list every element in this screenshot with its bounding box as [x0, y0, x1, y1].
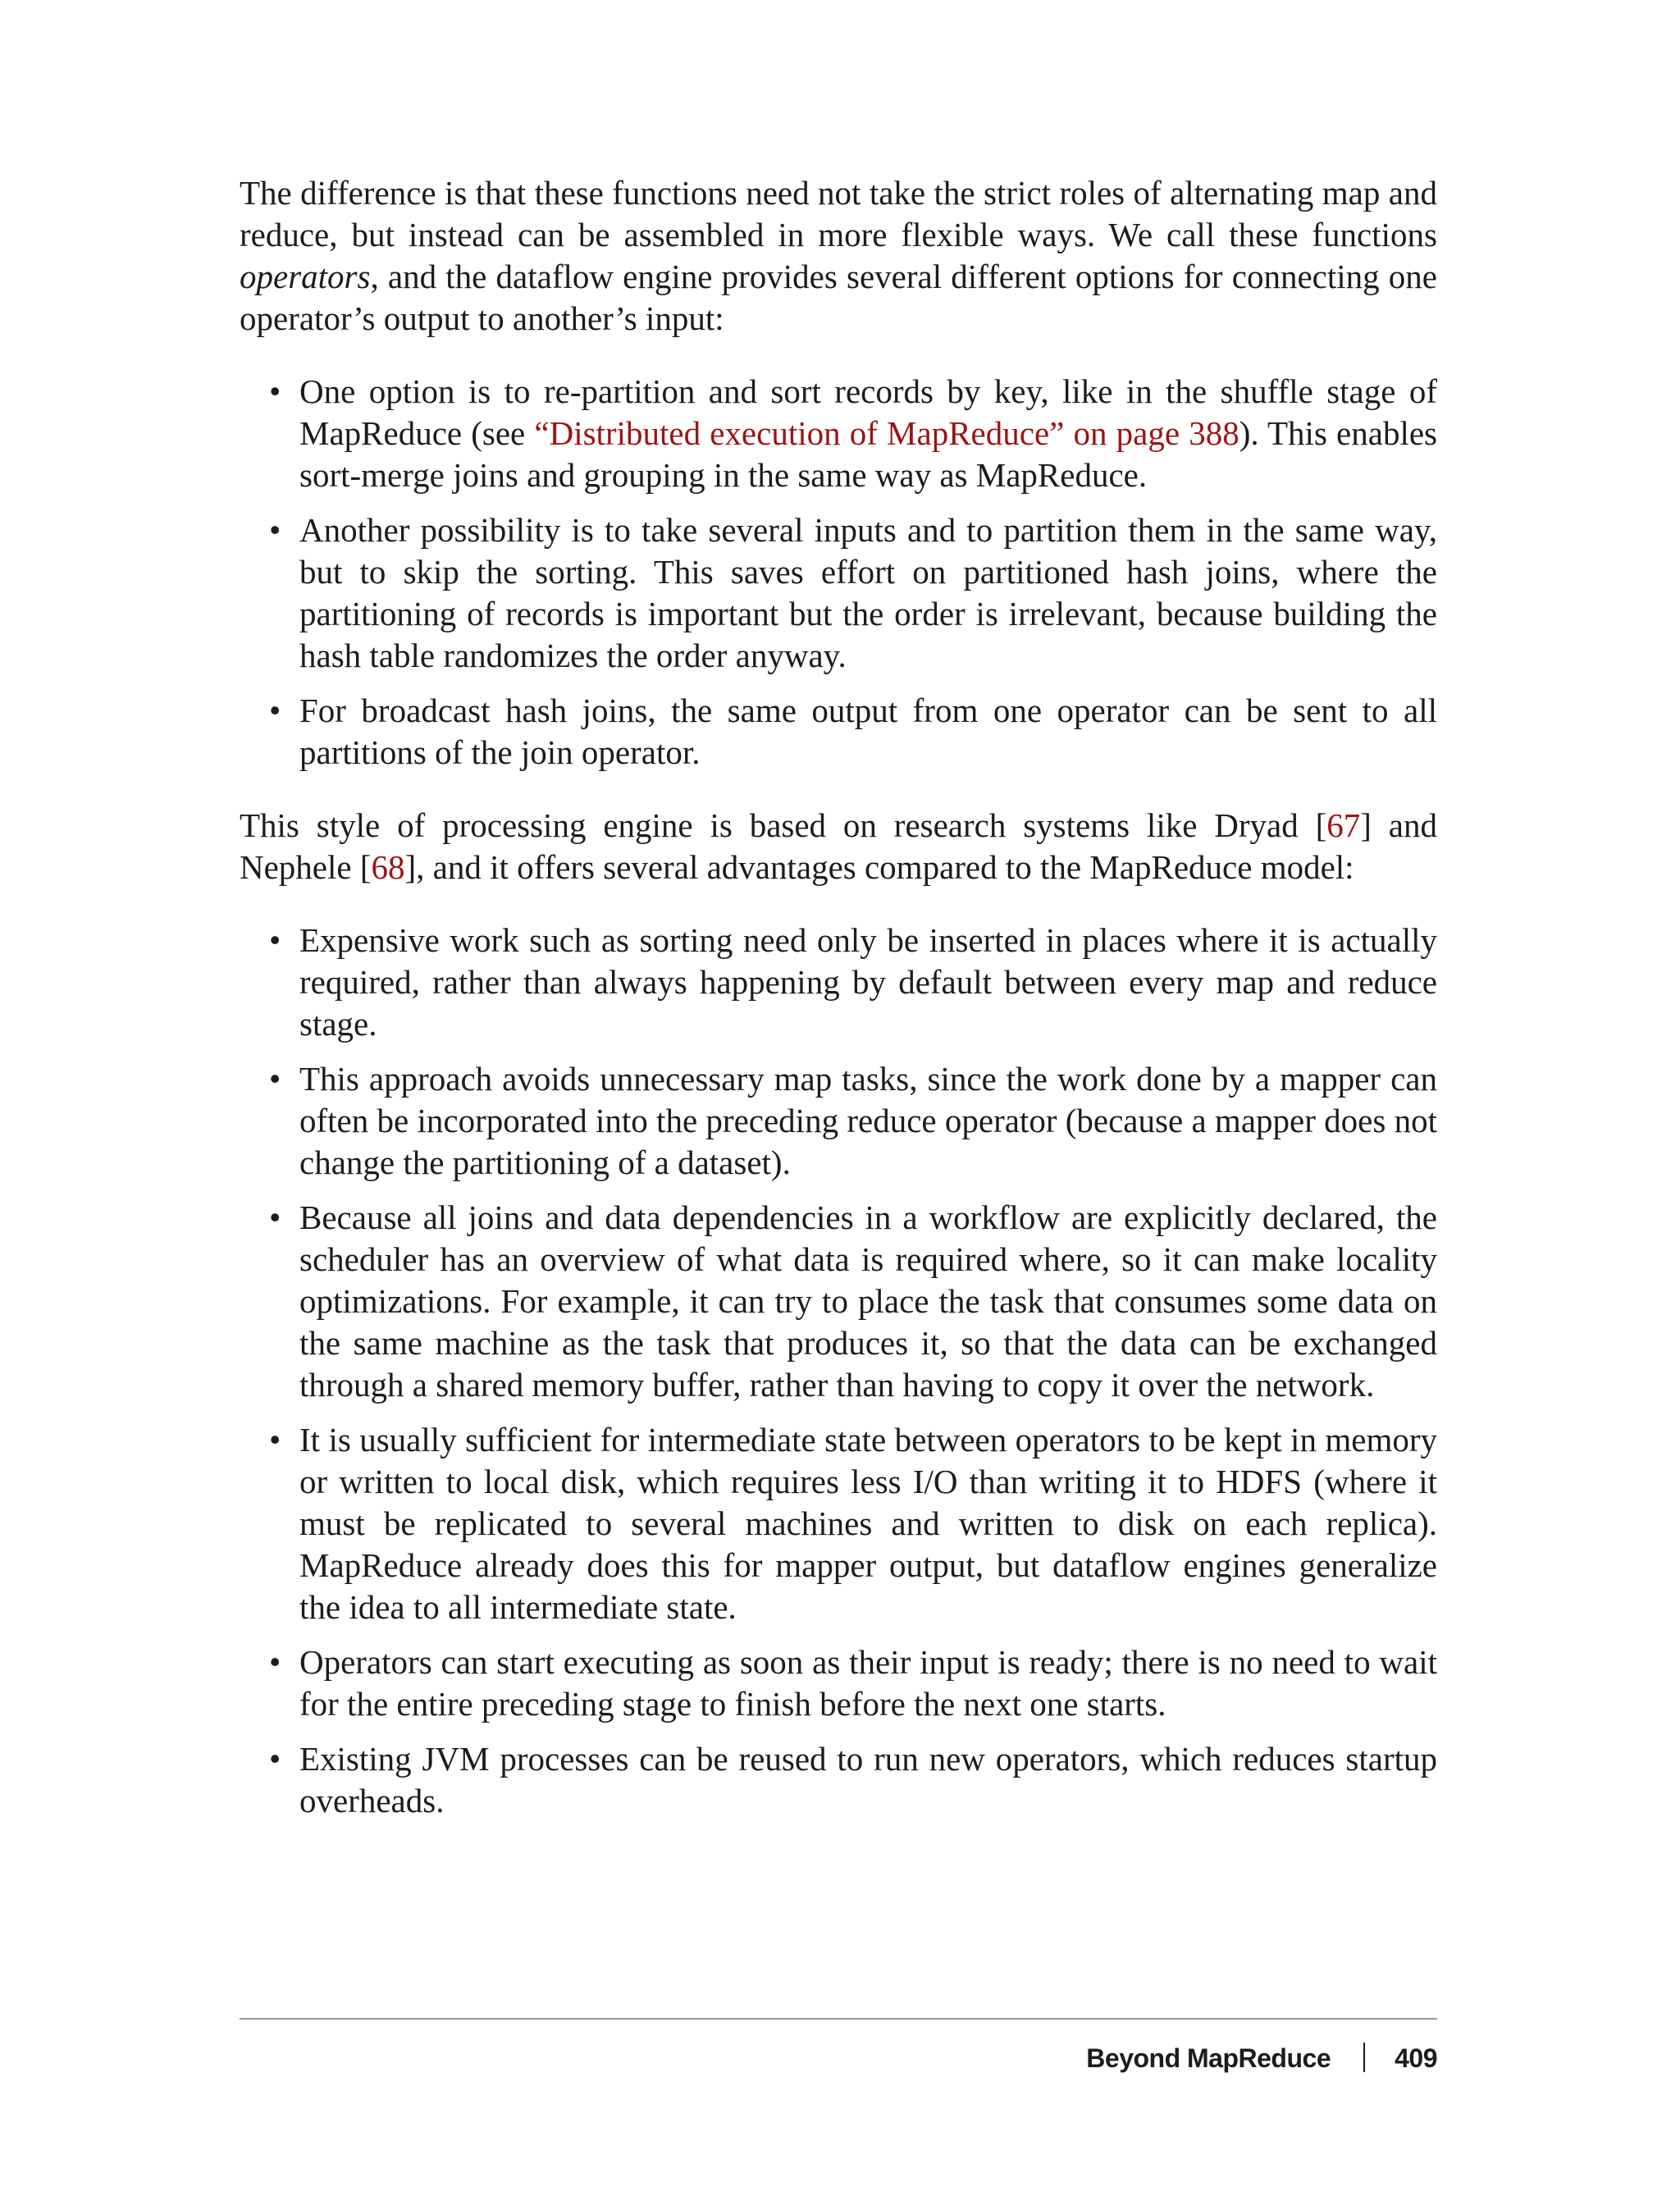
style-paragraph — [240, 805, 1437, 888]
cross-reference-link[interactable]: “Distributed execution of MapReduce” on page 388 — [534, 414, 1239, 452]
list-item — [240, 1738, 1437, 1822]
list-item — [240, 920, 1437, 1045]
list-item — [240, 1419, 1437, 1628]
list-item — [240, 1641, 1437, 1725]
bullet-icon: • — [269, 372, 281, 410]
footer-separator — [1363, 2043, 1365, 2072]
bullet-icon: • — [269, 1643, 281, 1681]
list-item — [240, 371, 1437, 496]
list-item — [240, 509, 1437, 677]
option-2-text: Another possibility is to take several inputs and to partition them in the same way, but to skip the sorting. This saves effort on partitioned hash joins, where the partitioning of records is important but the order is irrelevant, because building the hash table randomizes the order anyway. — [299, 511, 1437, 674]
footer-divider — [240, 2018, 1437, 2020]
option-1-text-b: ). This enables sort-merge joins and grouping in the same way as MapReduce. — [299, 414, 1437, 494]
bullet-icon: • — [269, 511, 281, 549]
bullet-icon: • — [269, 1740, 281, 1778]
advantage-text: Expensive work such as sorting need only be inserted in places where it is actually required, rather than always happening by default between every map and reduce stage. — [299, 921, 1437, 1043]
list-item — [240, 690, 1437, 774]
intro-paragraph — [240, 172, 1437, 340]
advantage-text: This approach avoids unnecessary map tasks, since the work done by a mapper can often be incorporated into the preceding reduce operator (because a mapper does not change the partitioning of a dataset). — [299, 1060, 1437, 1181]
intro-text-1: The difference is that these functions need not take the strict roles of alternating map and reduce, but instead can be assembled in more flexible ways. We call these functions — [240, 174, 1437, 253]
page-footer — [240, 2018, 1437, 2074]
list-item — [240, 1197, 1437, 1406]
intro-text-2: , and the dataflow engine provides several different options for connecting one operator’s output to another’s input: — [240, 258, 1437, 337]
style-text-b: ] and Nephele [ — [240, 806, 1437, 886]
bullet-icon: • — [269, 1198, 281, 1236]
advantage-text: Because all joins and data dependencies in a workflow are explicitly declared, the scheduler has an overview of what data is required where, so it can make locality optimizations. For example, it can try to place the task that consumes some data on the same machine as the task that produces it, so that the data can be exchanged through a shared memory buffer, rather than having to copy it over the network. — [299, 1198, 1437, 1404]
bullet-icon: • — [269, 1421, 281, 1459]
list-item — [240, 1058, 1437, 1184]
style-text-a: This style of processing engine is based on research systems like Dryad [ — [240, 806, 1327, 844]
bullet-icon: • — [269, 1060, 281, 1098]
citation-link[interactable]: 67 — [1326, 806, 1361, 844]
bullet-icon: • — [269, 692, 281, 729]
citation-link[interactable]: 68 — [371, 848, 405, 886]
page-body — [240, 172, 1437, 1853]
page-number: 409 — [1395, 2043, 1437, 2073]
advantages-list — [240, 920, 1437, 1822]
advantage-text: Existing JVM processes can be reused to run new operators, which reduces startup overheads. — [299, 1740, 1437, 1819]
option-3-text: For broadcast hash joins, the same output from one operator can be sent to all partitions of the join operator. — [299, 692, 1437, 771]
style-text-c: ], and it offers several advantages compared to the MapReduce model: — [404, 848, 1354, 886]
intro-emphasis: operators — [240, 258, 371, 295]
bullet-icon: • — [269, 921, 281, 959]
advantage-text: It is usually sufficient for intermediate state between operators to be kept in memory or written to local disk, which requires less I/O than writing it to HDFS (where it must be replicated to several machines and written to disk on each replica). MapReduce already does this for mapper output, but dataflow engines generalize the idea to all intermediate state. — [299, 1421, 1437, 1626]
option-1-text-a: One option is to re-partition and sort records by key, like in the shuffle stage of MapReduce (see — [299, 372, 1437, 452]
section-title: Beyond MapReduce — [1086, 2043, 1331, 2073]
running-footer — [240, 2038, 1437, 2074]
advantage-text: Operators can start executing as soon as their input is ready; there is no need to wait for the entire preceding stage to finish before the next one starts. — [299, 1643, 1437, 1723]
connection-options-list — [240, 371, 1437, 774]
